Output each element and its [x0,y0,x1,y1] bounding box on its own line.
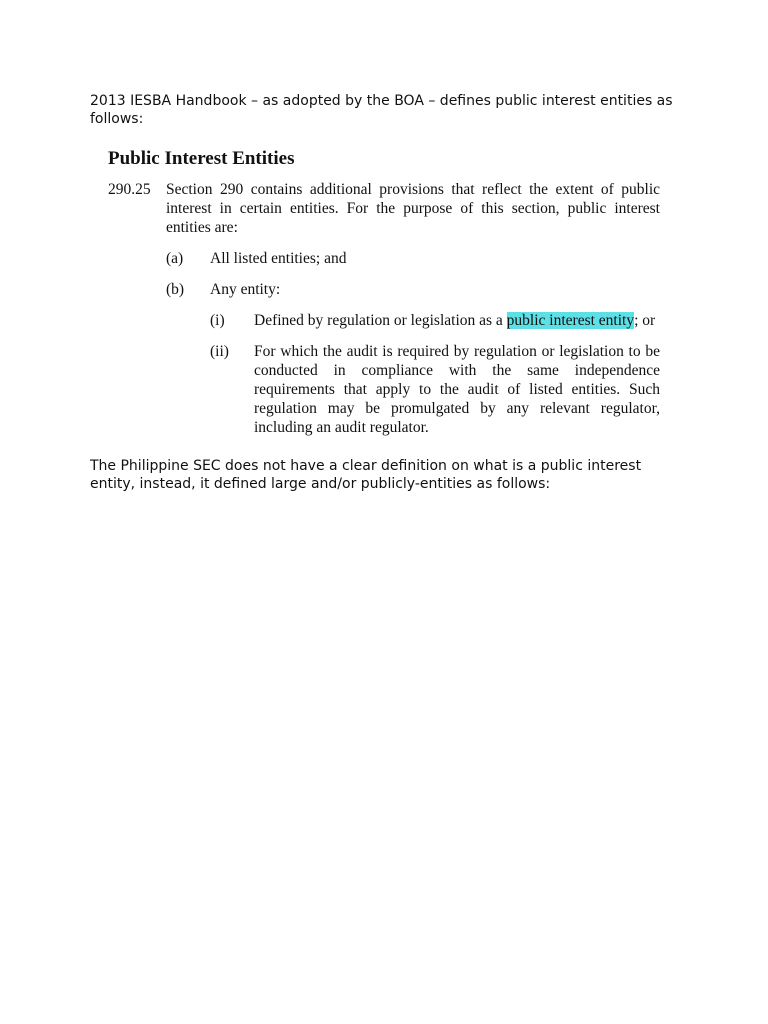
sub-item-label: (i) [210,312,225,329]
sub-item-ii [108,342,660,437]
list-item-text: Any entity: [210,281,281,298]
sub-item-text-before: Defined by regulation or legislation as a [254,312,507,329]
list-item-label: (a) [166,250,184,267]
highlighted-phrase: public interest entity [506,312,635,329]
sub-item-text [254,311,660,330]
sub-item-label: (ii) [210,343,229,360]
sub-item-text-after: ; or [634,312,656,329]
handbook-excerpt [108,148,660,437]
sub-item-i [108,311,660,330]
paragraph-290-25 [108,180,660,237]
outro-paragraph: The Philippine SEC does not have a clear definition on what is a public interest entity, instead, it defined large and/or publicly-entities as follows: [90,458,642,492]
list-item-a [108,249,660,268]
intro-paragraph: 2013 IESBA Handbook – as adopted by the BOA – defines public interest entities as follows: [90,93,673,127]
excerpt-heading: Public Interest Entities [108,148,295,169]
list-item-label: (b) [166,281,185,298]
paragraph-text: Section 290 contains additional provisions that reflect the extent of public interest in certain entities. For the purpose of this section, public interest entities are: [166,181,660,236]
sub-item-text: For which the audit is required by regulation or legislation to be conducted in compliance with the same independence requirements that apply to the audit of listed entities. Such regulation may be promulgated by any relevant regulator, including an audit regulator. [254,343,660,436]
paragraph-number: 290.25 [108,181,151,198]
list-item-b [108,280,660,299]
list-item-text: All listed entities; and [210,250,347,267]
